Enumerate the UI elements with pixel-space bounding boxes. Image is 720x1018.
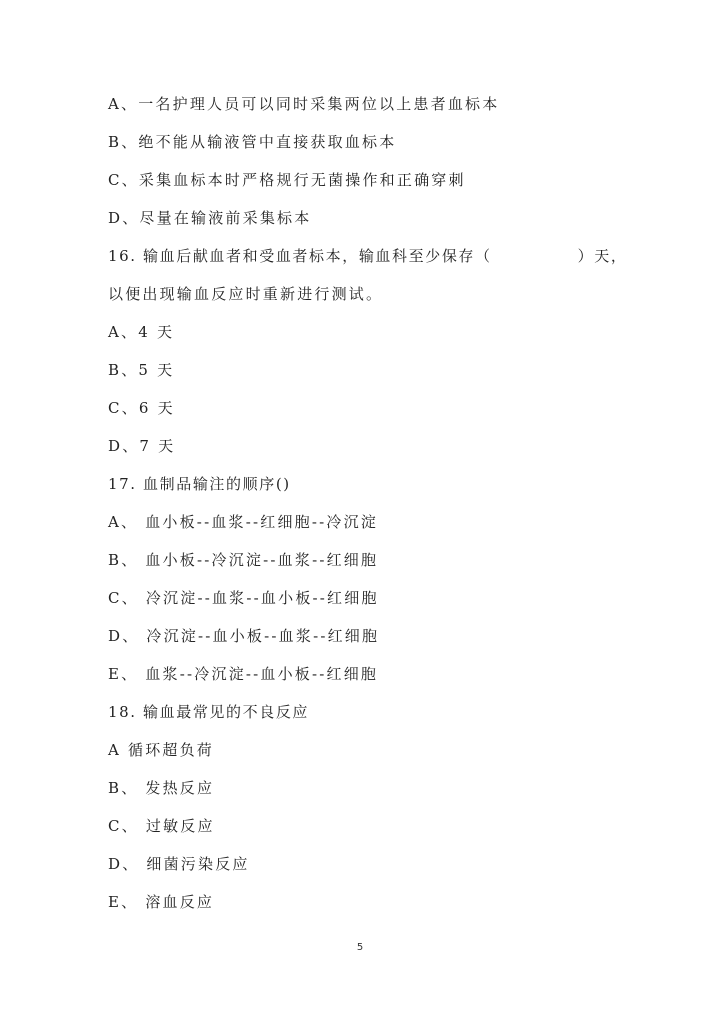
q16-option-d: D、7 天 [108,437,176,455]
q18-option-a: A 循环超负荷 [108,741,215,759]
q18-option-d: D、 细菌污染反应 [108,855,250,873]
q16-stem-part1: 16. 输血后献血者和受血者标本，输血科至少保存（ [108,247,492,265]
q15-option-b: B、绝不能从输液管中直接获取血标本 [108,133,397,151]
q17-stem: 17. 血制品输注的顺序() [108,475,291,493]
q18-stem: 18. 输血最常见的不良反应 [108,703,310,721]
q18-option-b: B、 发热反应 [108,779,215,797]
q15-option-a: A、一名护理人员可以同时采集两位以上患者血标本 [108,95,500,113]
q15-option-c: C、采集血标本时严格规行无菌操作和正确穿刺 [108,171,466,189]
q17-option-b: B、 血小板--冷沉淀--血浆--红细胞 [108,551,379,569]
page-number: 5 [356,942,364,953]
q16-stem-part2: ）天， [577,247,628,265]
q18-option-e: E、 溶血反应 [108,893,215,911]
q15-option-d: D、尽量在输液前采集标本 [108,209,312,227]
q17-option-c: C、 冷沉淀--血浆--血小板--红细胞 [108,589,379,607]
q16-option-a: A、4 天 [108,323,175,341]
q16-stem-line2: 以便出现输血反应时重新进行测试。 [108,285,384,303]
q17-option-a: A、 血小板--血浆--红细胞--冷沉淀 [108,513,379,531]
q16-stem-line1 [108,246,628,266]
q18-option-c: C、 过敏反应 [108,817,215,835]
q17-option-e: E、 血浆--冷沉淀--血小板--红细胞 [108,665,379,683]
q16-option-c: C、6 天 [108,399,175,417]
q17-option-d: D、 冷沉淀--血小板--血浆--红细胞 [108,627,380,645]
q16-option-b: B、5 天 [108,361,175,379]
